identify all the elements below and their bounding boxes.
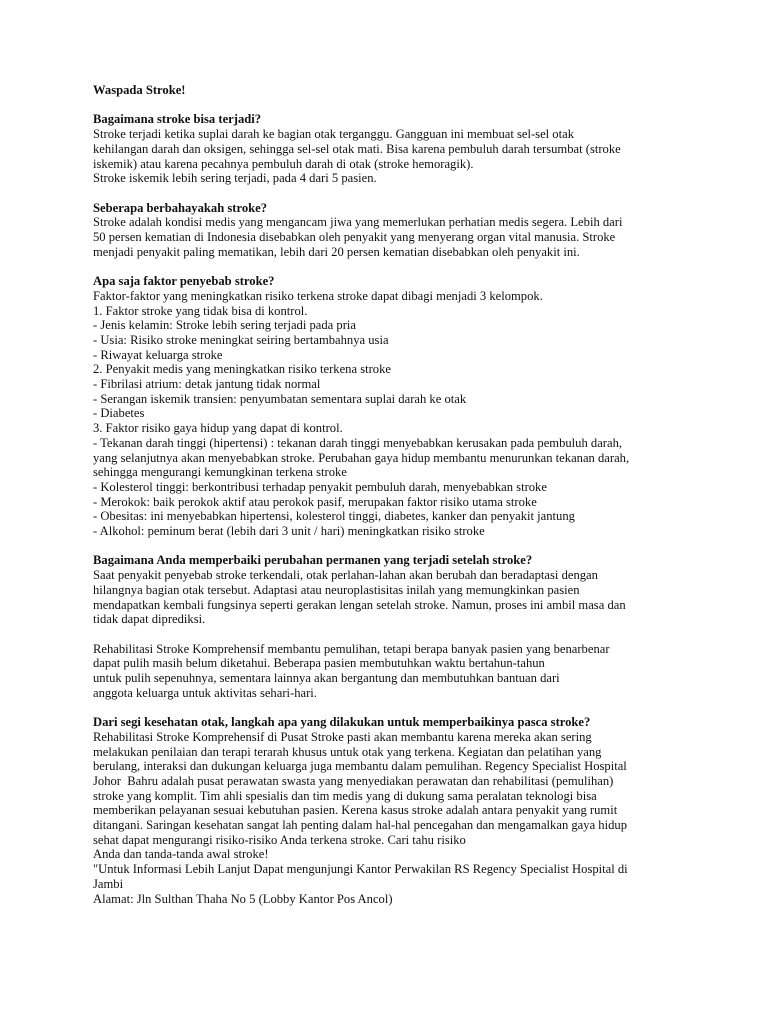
paragraph-line: - Serangan iskemik transien: penyumbatan sementara suplai darah ke otak <box>93 391 467 406</box>
document-title: Waspada Stroke! <box>93 83 186 97</box>
paragraph-line: menjadi penyakit paling mematikan, lebih dari 20 persen kematian disebabkan oleh penyakit ini. <box>93 244 580 259</box>
paragraph-line: berulang, interaksi dan dukungan keluarga juga membantu dalam pemulihan. Regency Specialist Hospital <box>93 759 627 774</box>
paragraph-line: Anda dan tanda-tanda awal stroke! <box>93 847 269 862</box>
paragraph-line: - Kolesterol tinggi: berkontribusi terhadap penyakit pembuluh darah, menyebabkan stroke <box>93 479 547 494</box>
paragraph-line: - Diabetes <box>93 406 145 421</box>
paragraph-line: 2. Penyakit medis yang meningkatkan risiko terkena stroke <box>93 362 391 377</box>
paragraph-line: anggota keluarga untuk aktivitas sehari-hari. <box>93 685 317 700</box>
paragraph-line: mendapatkan kembali fungsinya seperti gerakan lengan setelah stroke. Namun, proses ini ambil masa dan <box>93 597 626 612</box>
paragraph-line: Stroke terjadi ketika suplai darah ke bagian otak terganggu. Gangguan ini membuat sel-sel otak <box>93 127 574 142</box>
paragraph-line: 50 persen kematian di Indonesia disebabkan oleh penyakit yang menyerang organ vital manusia. Stroke <box>93 230 616 244</box>
section-heading: Seberapa berbahayakah stroke? <box>93 200 268 215</box>
paragraph-line: Stroke adalah kondisi medis yang mengancam jiwa yang memerlukan perhatian medis segera. Lebih dari <box>93 215 623 230</box>
paragraph-line: 1. Faktor stroke yang tidak bisa di kontrol. <box>93 303 308 318</box>
section-heading: Apa saja faktor penyebab stroke? <box>93 274 275 289</box>
paragraph-line: Rehabilitasi Stroke Komprehensif membantu pemulihan, tetapi berapa banyak pasien yang benarbenar <box>93 641 610 656</box>
paragraph-line: Stroke iskemik lebih sering terjadi, pada 4 dari 5 pasien. <box>93 171 377 186</box>
paragraph-line: - Merokok: baik perokok aktif atau perokok pasif, merupakan faktor risiko utama stroke <box>93 494 537 509</box>
paragraph-line: - Tekanan darah tinggi (hipertensi) : tekanan darah tinggi menyebabkan kerusakan pada pembuluh darah, <box>93 435 623 450</box>
paragraph-line: yang selanjutnya akan menyebabkan stroke. Perubahan gaya hidup membantu menurunkan tekanan darah, <box>93 450 630 465</box>
spacer <box>93 186 683 201</box>
section-heading: Bagaimana stroke bisa terjadi? <box>93 112 262 127</box>
paragraph-line: Alamat: Jln Sulthan Thaha No 5 (Lobby Kantor Pos Ancol) <box>93 891 393 906</box>
paragraph-line: - Alkohol: peminum berat (lebih dari 3 unit / hari) meningkatkan risiko stroke <box>93 524 485 539</box>
paragraph-line: dapat pulih masih belum diketahui. Beberapa pasien membutuhkan waktu bertahun-tahun <box>93 656 545 671</box>
paragraph-line: untuk pulih sepenuhnya, sementara lainnya akan bergantung dan membutuhkan bantuan dari <box>93 671 560 686</box>
paragraph-line: 3. Faktor risiko gaya hidup yang dapat di kontrol. <box>93 421 343 436</box>
spacer <box>93 259 683 274</box>
paragraph-line: iskemik) atau karena pecahnya pembuluh darah di otak (stroke hemoragik). <box>93 156 474 171</box>
paragraph-line: Jambi <box>93 876 124 891</box>
document-body <box>93 83 683 906</box>
paragraph-line: - Fibrilasi atrium: detak jantung tidak normal <box>93 377 321 392</box>
spacer <box>93 700 683 715</box>
spacer <box>93 539 683 554</box>
paragraph-line: Rehabilitasi Stroke Komprehensif di Pusat Stroke pasti akan membantu karena mereka akan sering <box>93 729 592 744</box>
paragraph-line: - Obesitas: ini menyebabkan hipertensi, kolesterol tinggi, diabetes, kanker dan penyakit jantung <box>93 509 575 524</box>
paragraph-line: - Riwayat keluarga stroke <box>93 347 223 362</box>
section-heading: Bagaimana Anda memperbaiki perubahan permanen yang terjadi setelah stroke? <box>93 553 533 568</box>
paragraph-line: Johor Bahru adalah pusat perawatan swasta yang menyediakan perawatan dan rehabilitasi (pemulihan) <box>93 773 614 788</box>
paragraph-line: hilangnya bagian otak tersebut. Adaptasi atau neuroplastisitas inilah yang memungkinkan pasien <box>93 582 580 597</box>
paragraph-line: ditangani. Saringan kesehatan sangat lah penting dalam hal-hal pencegahan dan mengamalkan gaya hidup <box>93 818 627 833</box>
spacer <box>93 627 683 642</box>
paragraph-line: kehilangan darah dan oksigen, sehingga sel-sel otak mati. Bisa karena pembuluh darah tersumbat (stroke <box>93 141 621 156</box>
spacer <box>93 98 683 113</box>
paragraph-line: stroke yang komplit. Tim ahli spesialis dan tim medis yang di dukung sama peralatan teknologi bisa <box>93 788 597 803</box>
paragraph-line: - Usia: Risiko stroke meningkat seiring bertambahnya usia <box>93 332 389 347</box>
section-heading: Dari segi kesehatan otak, langkah apa yang dilakukan untuk memperbaikinya pasca stroke? <box>93 715 591 730</box>
paragraph-line: melakukan penilaian dan terapi terarah khusus untuk otak yang terkena. Kegiatan dan pelatihan yang <box>93 744 602 759</box>
paragraph-line: - Jenis kelamin: Stroke lebih sering terjadi pada pria <box>93 318 356 333</box>
paragraph-line: sehat dapat mengurangi risiko-risiko Anda terkena stroke. Cari tahu risiko <box>93 832 466 847</box>
paragraph-line: tidak dapat diprediksi. <box>93 612 206 627</box>
paragraph-line: memberikan pelayanan sesuai kebutuhan pasien. Kerena kasus stroke adalah antara penyakit yang rumit <box>93 803 618 818</box>
paragraph-line: "Untuk Informasi Lebih Lanjut Dapat mengunjungi Kantor Perwakilan RS Regency Specialist Hospital di <box>93 862 628 877</box>
paragraph-line: sehingga mengurangi kemungkinan terkena stroke <box>93 465 347 480</box>
paragraph-line: Saat penyakit penyebab stroke terkendali, otak perlahan-lahan akan berubah dan beradaptasi dengan <box>93 568 598 583</box>
paragraph-line: Faktor-faktor yang meningkatkan risiko terkena stroke dapat dibagi menjadi 3 kelompok. <box>93 288 543 303</box>
